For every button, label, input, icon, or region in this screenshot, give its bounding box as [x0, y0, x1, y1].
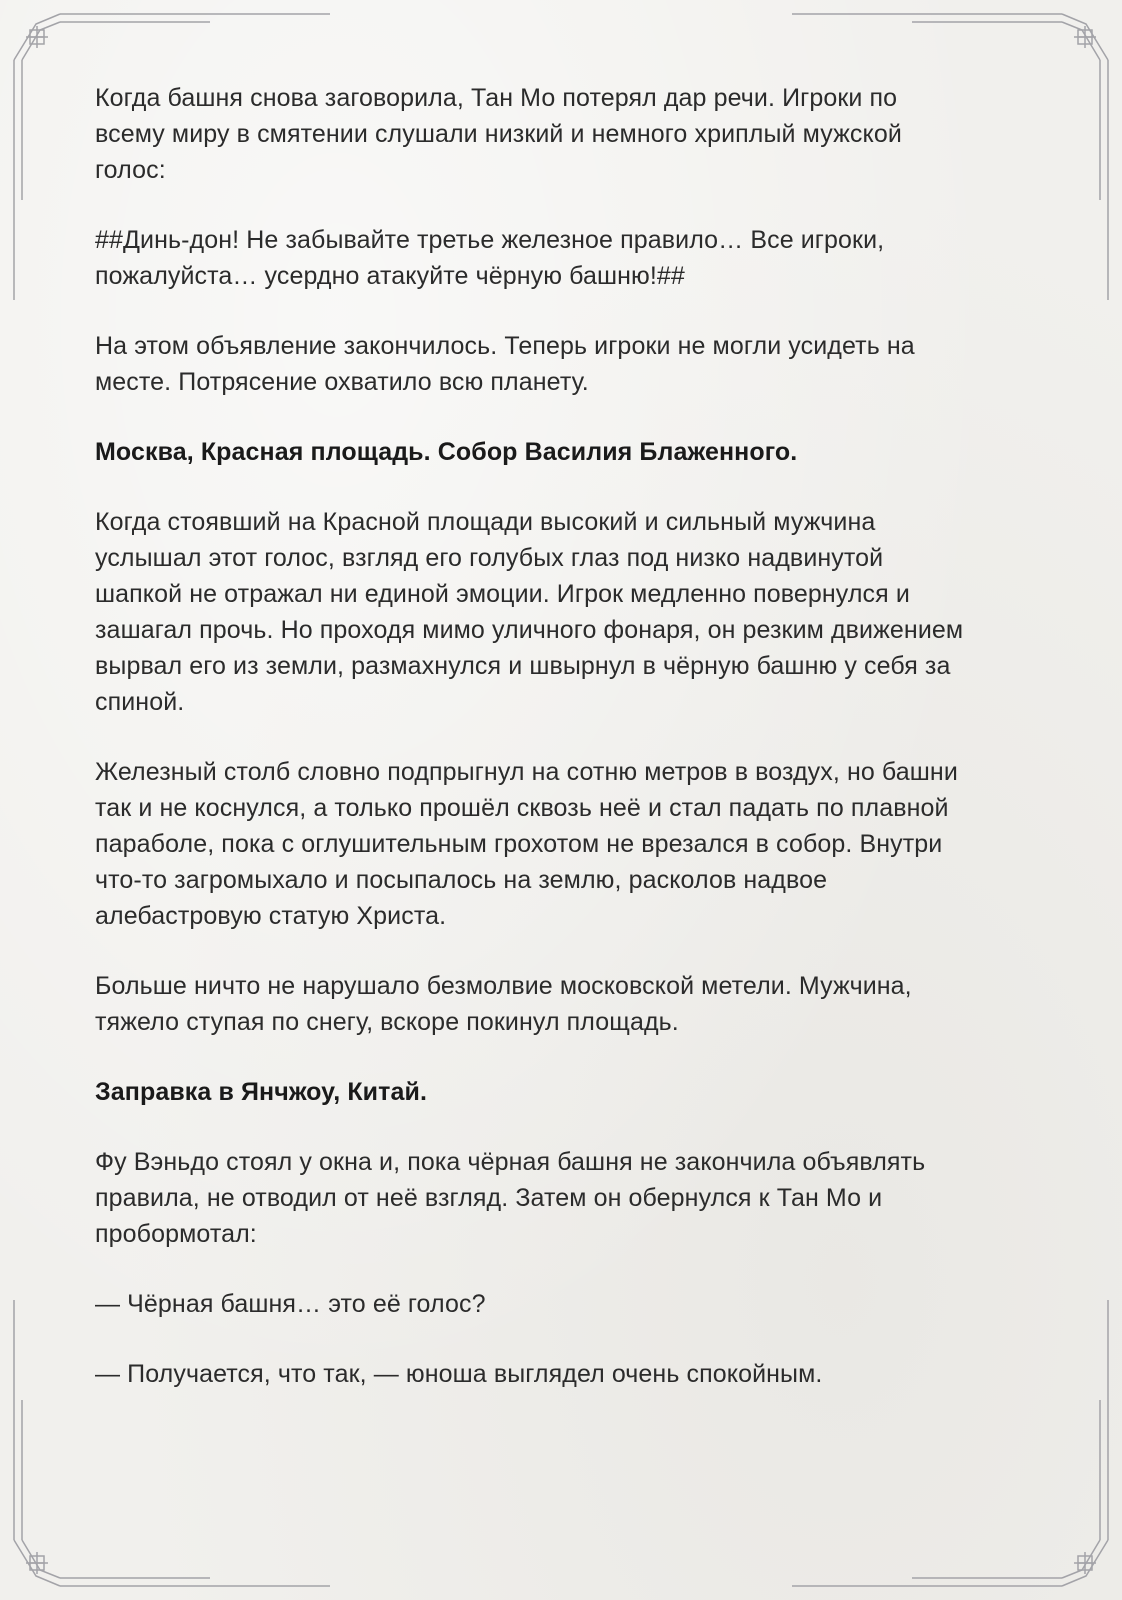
dialogue-line-2: — Получается, что так, — юноша выглядел очень спокойным. [95, 1360, 823, 1388]
paragraph-7: Больше ничто не нарушало безмолвие московской метели. Мужчина, тяжело ступая по снегу, вскоре покинул площадь. [95, 972, 912, 1036]
paragraph-3: На этом объявление закончилось. Теперь игроки не могли усидеть на месте. Потрясение охватило всю планету. [95, 332, 915, 396]
paragraph-9: Фу Вэньдо стоял у окна и, пока чёрная башня не закончила объявлять правила, не отводил от неё взгляд. Затем он обернулся к Тан Мо и пробормотал: [95, 1148, 926, 1248]
scene-heading-yangzhou: Заправка в Янчжоу, Китай. [95, 1078, 428, 1106]
document-body [95, 80, 1035, 1426]
dialogue-line-1: — Чёрная башня… это её голос? [95, 1290, 486, 1318]
scene-heading-moscow: Москва, Красная площадь. Собор Василия Блаженного. [95, 438, 798, 466]
paragraph-1: Когда башня снова заговорила, Тан Мо потерял дар речи. Игроки по всему миру в смятении слушали низкий и немного хриплый мужской голос: [95, 84, 902, 184]
paragraph-6: Железный столб словно подпрыгнул на сотню метров в воздух, но башни так и не коснулся, а только прошёл сквозь неё и стал падать по плавной параболе, пока с оглушительным грохотом не врезался в собор. Внутри что-то загромыхало и посыпалось на землю, расколов надвое алебастровую статую Христа. [95, 758, 958, 930]
paragraph-2: ##Динь-дон! Не забывайте третье железное правило… Все игроки, пожалуйста… усердно атакуйте чёрную башню!## [95, 226, 885, 290]
paragraph-5: Когда стоявший на Красной площади высокий и сильный мужчина услышал этот голос, взгляд его голубых глаз под низко надвинутой шапкой не отражал ни единой эмоции. Игрок медленно повернулся и зашагал прочь. Но проходя мимо уличного фонаря, он резким движением вырвал его из земли, размахнулся и швырнул в чёрную башню у себя за спиной. [95, 508, 964, 716]
